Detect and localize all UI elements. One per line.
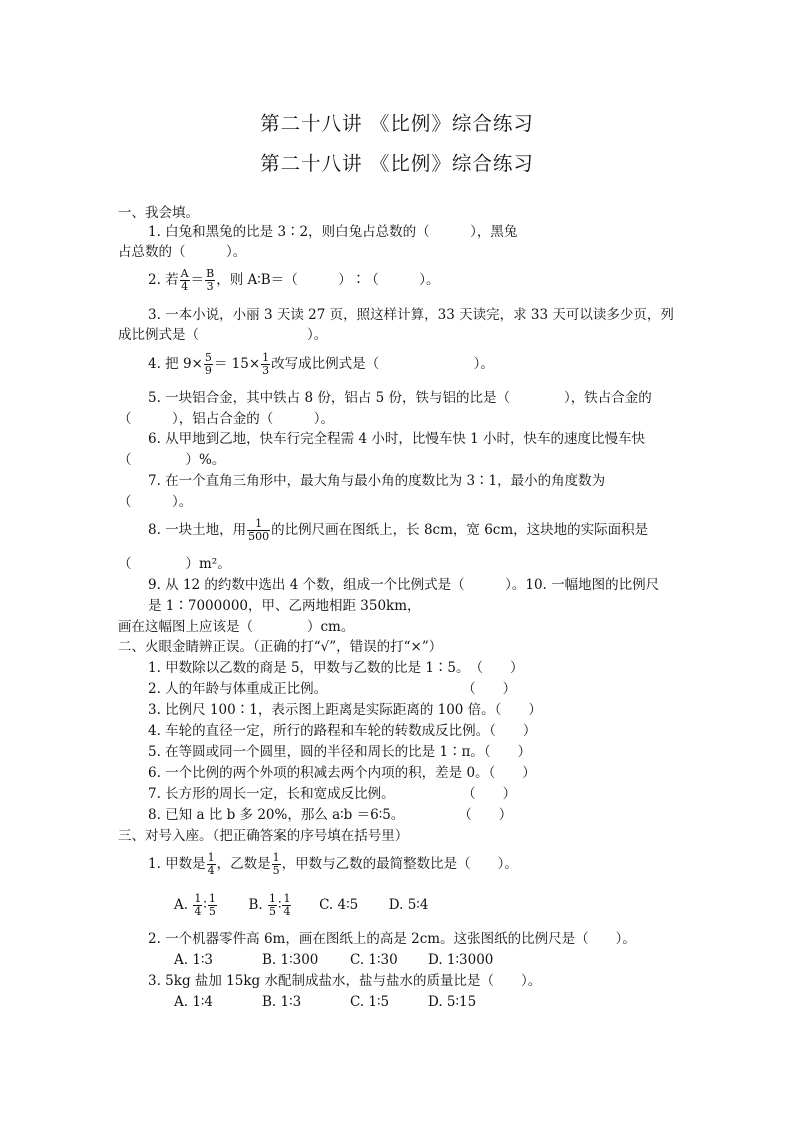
question-1-9: 9. 从 12 的约数中选出 4 个数，组成一个比例式是（ ）。10. 一幅地图的比例尺 <box>148 577 660 593</box>
choice-question-2: 2. 一个机器零件高 6m，画在图纸上的高是 2cm。这张图纸的比例尺是（ ）。 <box>148 931 636 947</box>
fraction: $\frac{5}{9}$ <box>204 351 212 377</box>
judge-item: 5. 在等圆或同一个圆里，圆的半径和周长的比是 1∶π。（ ） <box>148 744 532 760</box>
question-1-1: 1. 白兔和黑兔的比是 3∶2，则白兔占总数的（ ），黑兔 <box>148 224 518 240</box>
choice-option: D. 1∶3000 <box>428 952 494 968</box>
judge-item: 6. 一个比例的两个外项的积减去两个内项的积，差是 0。（ ） <box>148 765 536 781</box>
choice-options-1: A. $\frac{1}{4}$ ∶ $\frac{1}{5}$ B. $\frac{1}{5}$ ∶ $\frac{1}{4}$ C. 4∶5 D. 5∶4 <box>174 892 429 918</box>
question-1-3-cont: 成比例式是（ ）。 <box>118 327 328 343</box>
choice-option: B. 1∶300 <box>262 952 319 968</box>
fraction: $\frac{1}{3}$ <box>262 351 270 377</box>
question-1-6: 6. 从甲地到乙地，快车行完全程需 4 小时，比慢车快 1 小时，快车的速度比慢车快 <box>148 431 646 447</box>
question-1-5: 5. 一块铝合金，其中铁占 8 份，铝占 5 份，铁与铝的比是（ ），铁占合金的 <box>148 390 652 406</box>
option-b: B. <box>248 897 263 913</box>
question-1-8: 8. 一块土地，用 $\frac{1}{500}$ 的比例尺画在图纸上，长 8cm，宽 6cm，这块地的实际面积是 <box>148 517 649 543</box>
question-1-2: 2. 若 $\frac{A}{4}$ ＝ $\frac{B}{3}$ ，则 A∶B＝（ ）∶（ ）。 <box>148 267 440 293</box>
fraction: $\frac{1}{500}$ <box>248 517 270 543</box>
choice-option: A. 1∶4 <box>174 994 214 1010</box>
question-1-7-cont: （ ）。 <box>118 494 193 510</box>
judge-item: 3. 比例尺 100∶1，表示图上距离是实际距离的 100 倍。（ ） <box>148 702 542 718</box>
question-1-10-cont: 画在这幅图上应该是（ ）cm。 <box>118 619 355 635</box>
section-2-heading: 二、火眼金睛辨正误。（正确的打“√”，错误的打“×”） <box>118 639 443 655</box>
fraction: $\frac{1}{5}$ <box>272 851 280 877</box>
choice-question-1: 1. 甲数是 $\frac{1}{4}$ ，乙数是 $\frac{1}{5}$ ，甲数与乙数的最简整数比是（ ）。 <box>148 851 518 877</box>
page-title-repeat: 第二十八讲 《比例》综合练习 <box>260 152 534 175</box>
option-d: D. 5∶4 <box>388 897 429 913</box>
fraction: $\frac{1}{5}$ <box>268 892 276 918</box>
question-1-1-cont: 占总数的（ ）。 <box>118 244 247 260</box>
fraction: $\frac{1}{4}$ <box>283 892 291 918</box>
question-1-4: 4. 把 9× $\frac{5}{9}$ ＝ 15× $\frac{1}{3}$ 改写成比例式是（ ）。 <box>148 351 494 377</box>
question-1-9-cont: 是 1∶7000000，甲、乙两地相距 350km， <box>148 598 421 614</box>
fraction: $\frac{A}{4}$ <box>180 267 189 293</box>
question-1-7: 7. 在一个直角三角形中，最大角与最小角的度数比为 3∶1，最小的角度数为 <box>148 473 606 489</box>
choice-option: C. 1∶5 <box>350 994 390 1010</box>
question-1-3: 3. 一本小说，小丽 3 天读 27 页，照这样计算，33 天读完，求 33 天可以读多少页，列 <box>148 307 674 323</box>
judge-item: 4. 车轮的直径一定，所行的路程和车轮的转数成反比例。（ ） <box>148 723 537 739</box>
choice-question-3: 3. 5kg 盐加 15kg 水配制成盐水，盐与盐水的质量比是（ ）。 <box>148 973 542 989</box>
choice-option: D. 5∶15 <box>428 994 477 1010</box>
section-3-heading: 三、对号入座。（把正确答案的序号填在括号里） <box>118 828 409 844</box>
choice-option: B. 1∶3 <box>262 994 302 1010</box>
option-a: A. <box>174 897 189 913</box>
fraction: $\frac{B}{3}$ <box>206 267 215 293</box>
fraction: $\frac{1}{4}$ <box>194 892 202 918</box>
judge-item: 2. 人的年龄与体重成正比例。 （ ） <box>148 681 517 697</box>
question-1-5-cont: （ ），铝占合金的（ ）。 <box>118 411 334 427</box>
question-1-6-cont: （ ）%。 <box>118 452 226 468</box>
question-1-8-cont: （ ）m²。 <box>118 556 231 572</box>
judge-item: 8. 已知 a 比 b 多 20%，那么 a∶b ＝6∶5。 （ ） <box>148 807 513 823</box>
judge-item: 7. 长方形的周长一定，长和宽成反比例。 （ ） <box>148 786 517 802</box>
section-1-heading: 一、我会填。 <box>118 205 199 221</box>
fraction: $\frac{1}{5}$ <box>208 892 216 918</box>
choice-option: A. 1∶3 <box>174 952 214 968</box>
choice-option: C. 1∶30 <box>350 952 398 968</box>
page-title: 第二十八讲 《比例》综合练习 <box>260 112 534 135</box>
option-c: C. 4∶5 <box>319 897 359 913</box>
judge-item: 1. 甲数除以乙数的商是 5，甲数与乙数的比是 1∶5。 （ ） <box>148 660 524 676</box>
fraction: $\frac{1}{4}$ <box>207 851 215 877</box>
